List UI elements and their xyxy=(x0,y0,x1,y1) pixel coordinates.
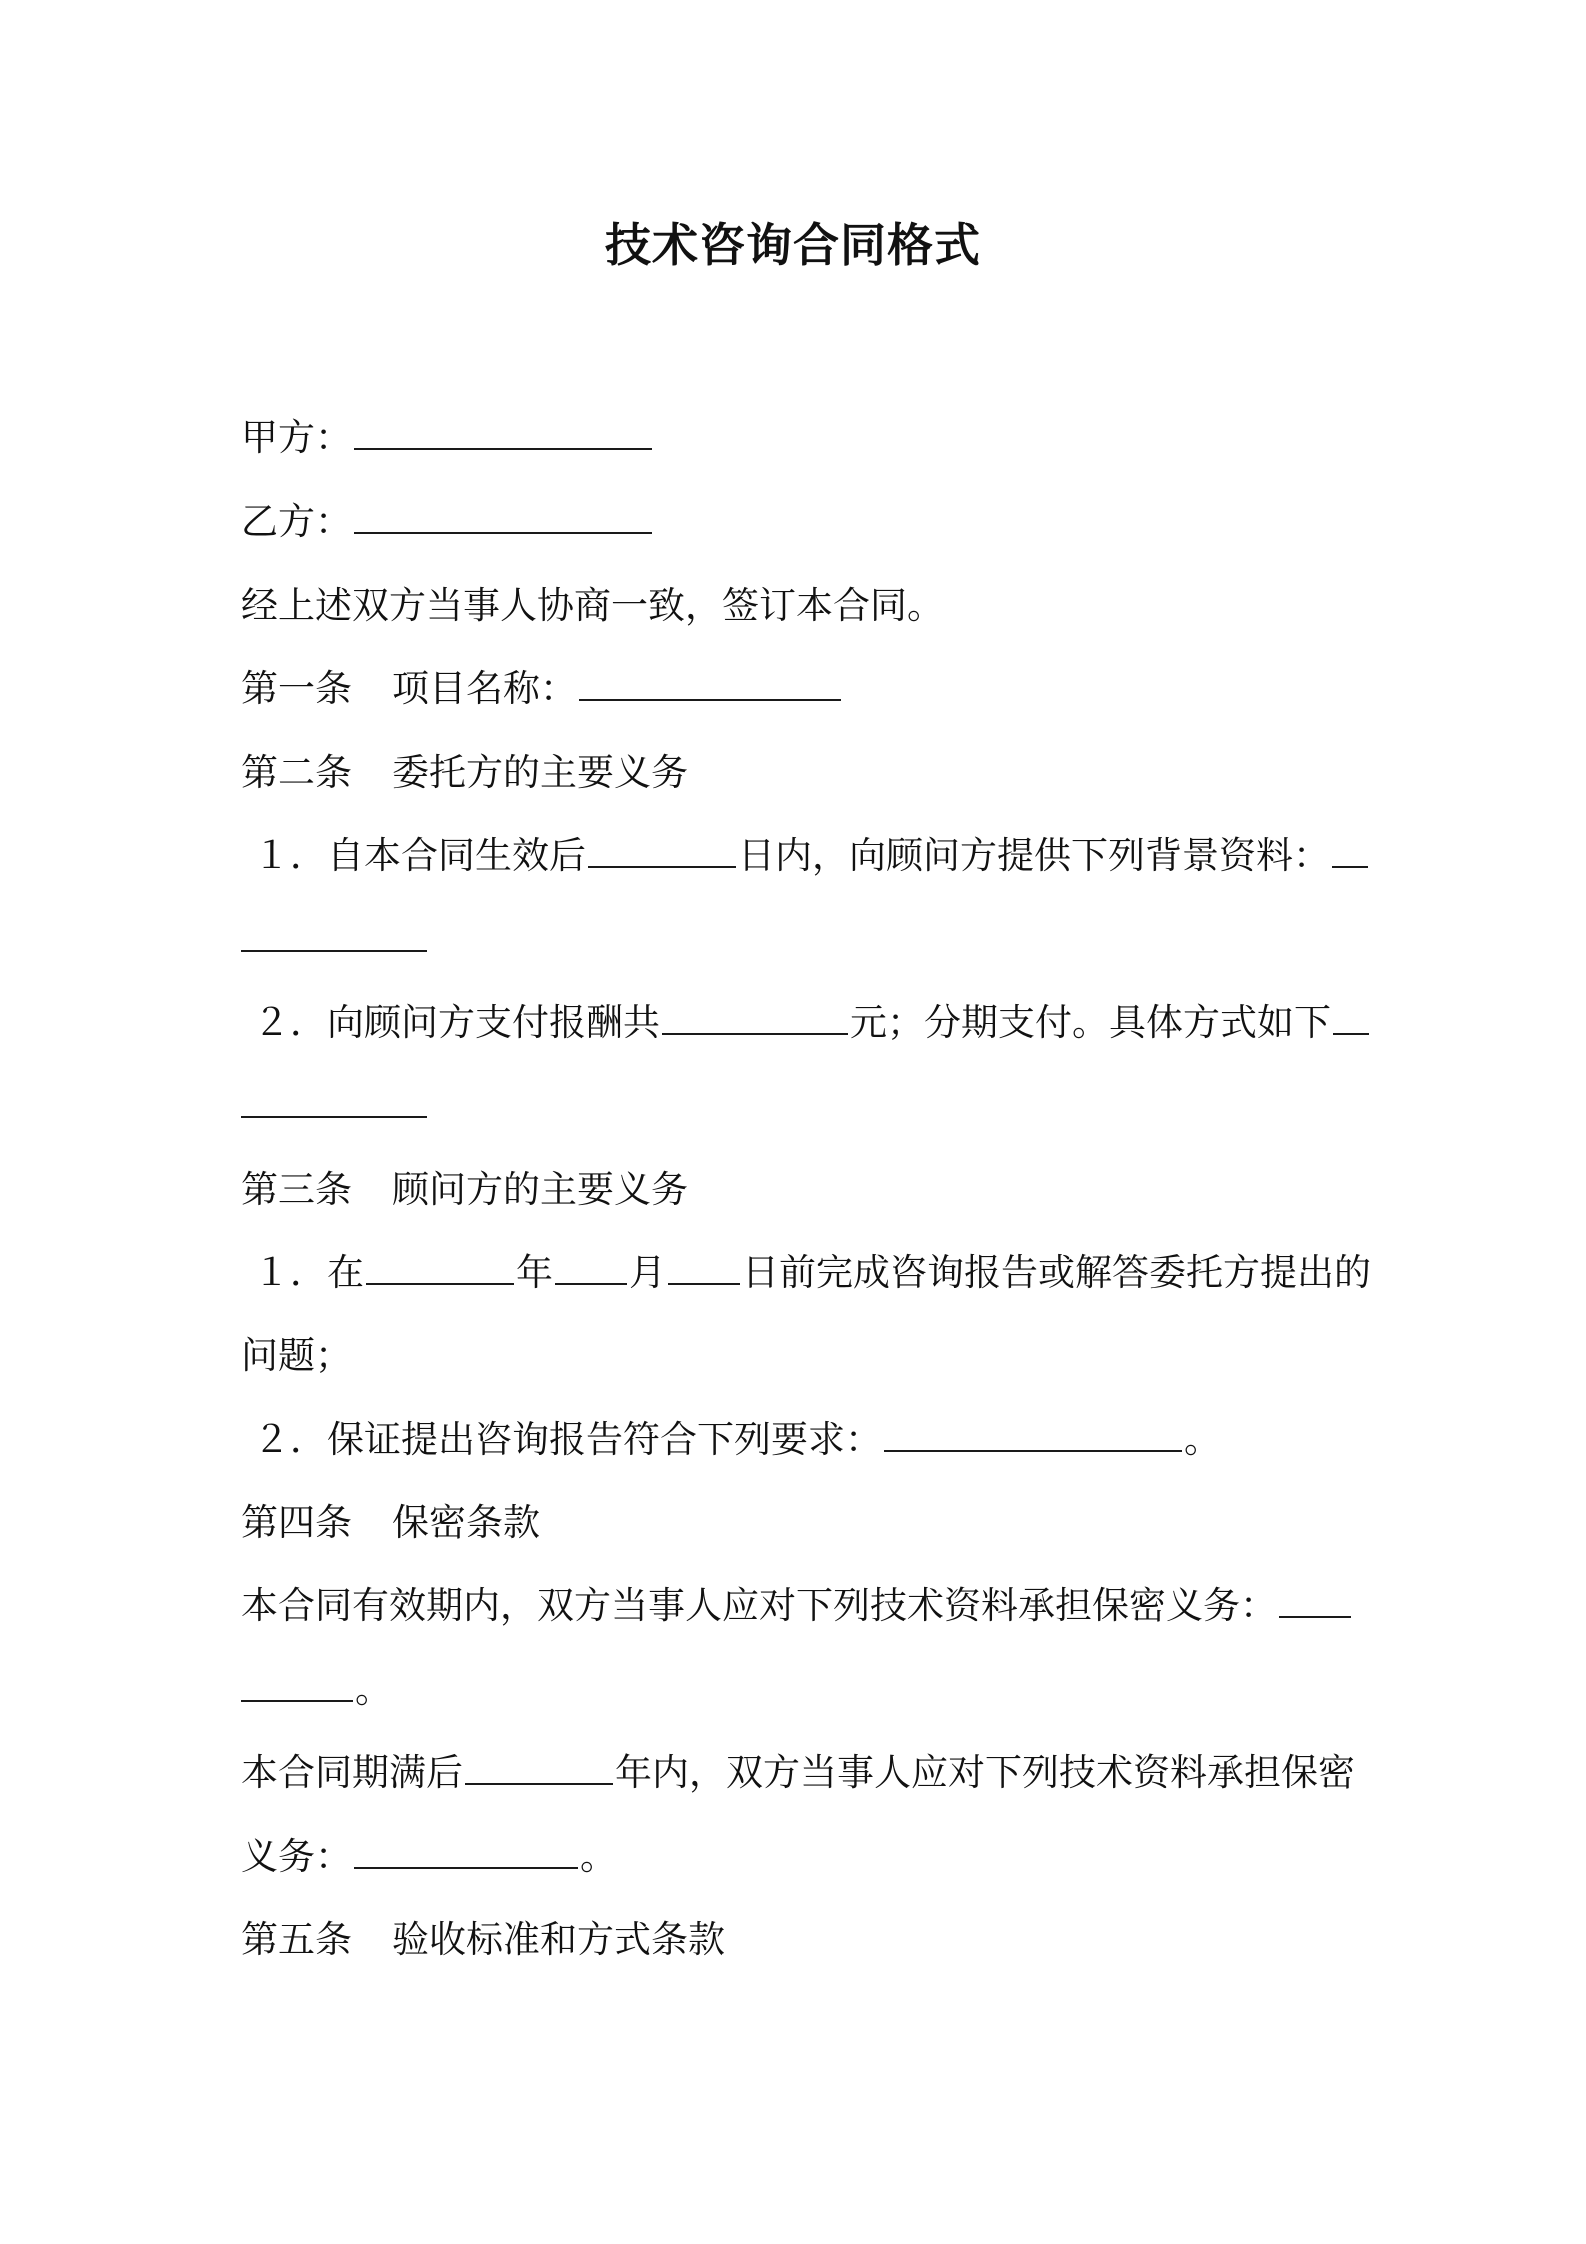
article-2-item-1-prefix: １．自本合同生效后 xyxy=(253,834,586,877)
project-name-blank[interactable] xyxy=(579,663,841,701)
article-3-item-1-cont: 问题； xyxy=(241,1334,352,1377)
article-2-item-2-cont xyxy=(241,1080,429,1132)
day-blank[interactable] xyxy=(668,1247,740,1285)
article-2-item-1-cont xyxy=(241,914,429,966)
party-b-blank[interactable] xyxy=(354,496,652,534)
intro-line: 经上述双方当事人协商一致，签订本合同。 xyxy=(241,584,944,627)
article-4-para-2-prefix: 本合同期满后 xyxy=(241,1751,463,1794)
post-expiry-materials-blank[interactable] xyxy=(354,1831,578,1869)
confidential-materials-blank-cont[interactable] xyxy=(241,1664,353,1702)
payment-amount-blank[interactable] xyxy=(662,997,848,1035)
article-2-number: 第二条 xyxy=(241,751,352,794)
article-5-line xyxy=(241,1914,725,1966)
document-title: 技术咨询合同格式 xyxy=(605,218,981,272)
article-4-number: 第四条 xyxy=(241,1501,352,1544)
article-3-item-1 xyxy=(241,1247,1371,1299)
article-2-line xyxy=(241,747,688,799)
article-4-para-2 xyxy=(241,1747,1355,1799)
report-requirements-blank[interactable] xyxy=(884,1414,1182,1452)
article-1-line xyxy=(241,663,843,715)
article-4-para-1-text: 本合同有效期内，双方当事人应对下列技术资料承担保密义务： xyxy=(241,1584,1277,1627)
article-2-heading: 委托方的主要义务 xyxy=(392,751,688,794)
article-4-para-2-suffix: 年内，双方当事人应对下列技术资料承担保密 xyxy=(615,1751,1355,1794)
article-3-item-1-prefix: １．在 xyxy=(253,1251,364,1294)
article-3-item-2 xyxy=(241,1414,1221,1466)
article-2-item-2-middle: 元；分期支付。具体方式如下 xyxy=(850,1001,1331,1044)
days-blank[interactable] xyxy=(588,830,736,868)
article-4-para-2-cont-text: 义务： xyxy=(241,1835,352,1878)
article-4-para-2-end: 。 xyxy=(580,1835,617,1878)
payment-method-blank-start[interactable] xyxy=(1333,997,1369,1035)
article-4-line xyxy=(241,1497,540,1549)
article-4-para-1 xyxy=(241,1580,1353,1632)
year-blank[interactable] xyxy=(366,1247,514,1285)
party-a-blank[interactable] xyxy=(354,412,652,450)
article-3-line xyxy=(241,1164,688,1216)
article-2-item-1 xyxy=(241,830,1370,882)
party-b-label: 乙方： xyxy=(241,500,352,543)
article-3-heading: 顾问方的主要义务 xyxy=(392,1168,688,1211)
article-4-para-1-cont xyxy=(241,1664,392,1716)
article-3-item-2-prefix: ２．保证提出咨询报告符合下列要求： xyxy=(253,1418,882,1461)
post-expiry-years-blank[interactable] xyxy=(465,1747,613,1785)
article-2-item-2-prefix: ２．向顾问方支付报酬共 xyxy=(253,1001,660,1044)
article-1-number: 第一条 xyxy=(241,667,352,710)
party-b-line xyxy=(241,496,654,548)
party-a-label: 甲方： xyxy=(241,416,352,459)
confidential-materials-blank-start[interactable] xyxy=(1279,1580,1351,1618)
article-4-para-2-cont xyxy=(241,1831,617,1883)
article-3-item-1-suffix: 日前完成咨询报告或解答委托方提出的 xyxy=(742,1251,1371,1294)
article-2-item-2 xyxy=(241,997,1371,1049)
article-3-number: 第三条 xyxy=(241,1168,352,1211)
article-4-para-1-end: 。 xyxy=(355,1668,392,1711)
payment-method-blank-cont[interactable] xyxy=(241,1080,427,1118)
article-4-heading: 保密条款 xyxy=(392,1501,540,1544)
article-1-heading: 项目名称： xyxy=(392,667,577,710)
article-5-heading: 验收标准和方式条款 xyxy=(392,1918,725,1961)
year-label: 年 xyxy=(516,1251,553,1294)
party-a-line xyxy=(241,412,654,464)
article-2-item-1-middle: 日内，向顾问方提供下列背景资料： xyxy=(738,834,1330,877)
month-label: 月 xyxy=(629,1251,666,1294)
month-blank[interactable] xyxy=(555,1247,627,1285)
article-3-item-2-end: 。 xyxy=(1184,1418,1221,1461)
background-materials-blank-start[interactable] xyxy=(1332,830,1368,868)
background-materials-blank-cont[interactable] xyxy=(241,914,427,952)
article-5-number: 第五条 xyxy=(241,1918,352,1961)
